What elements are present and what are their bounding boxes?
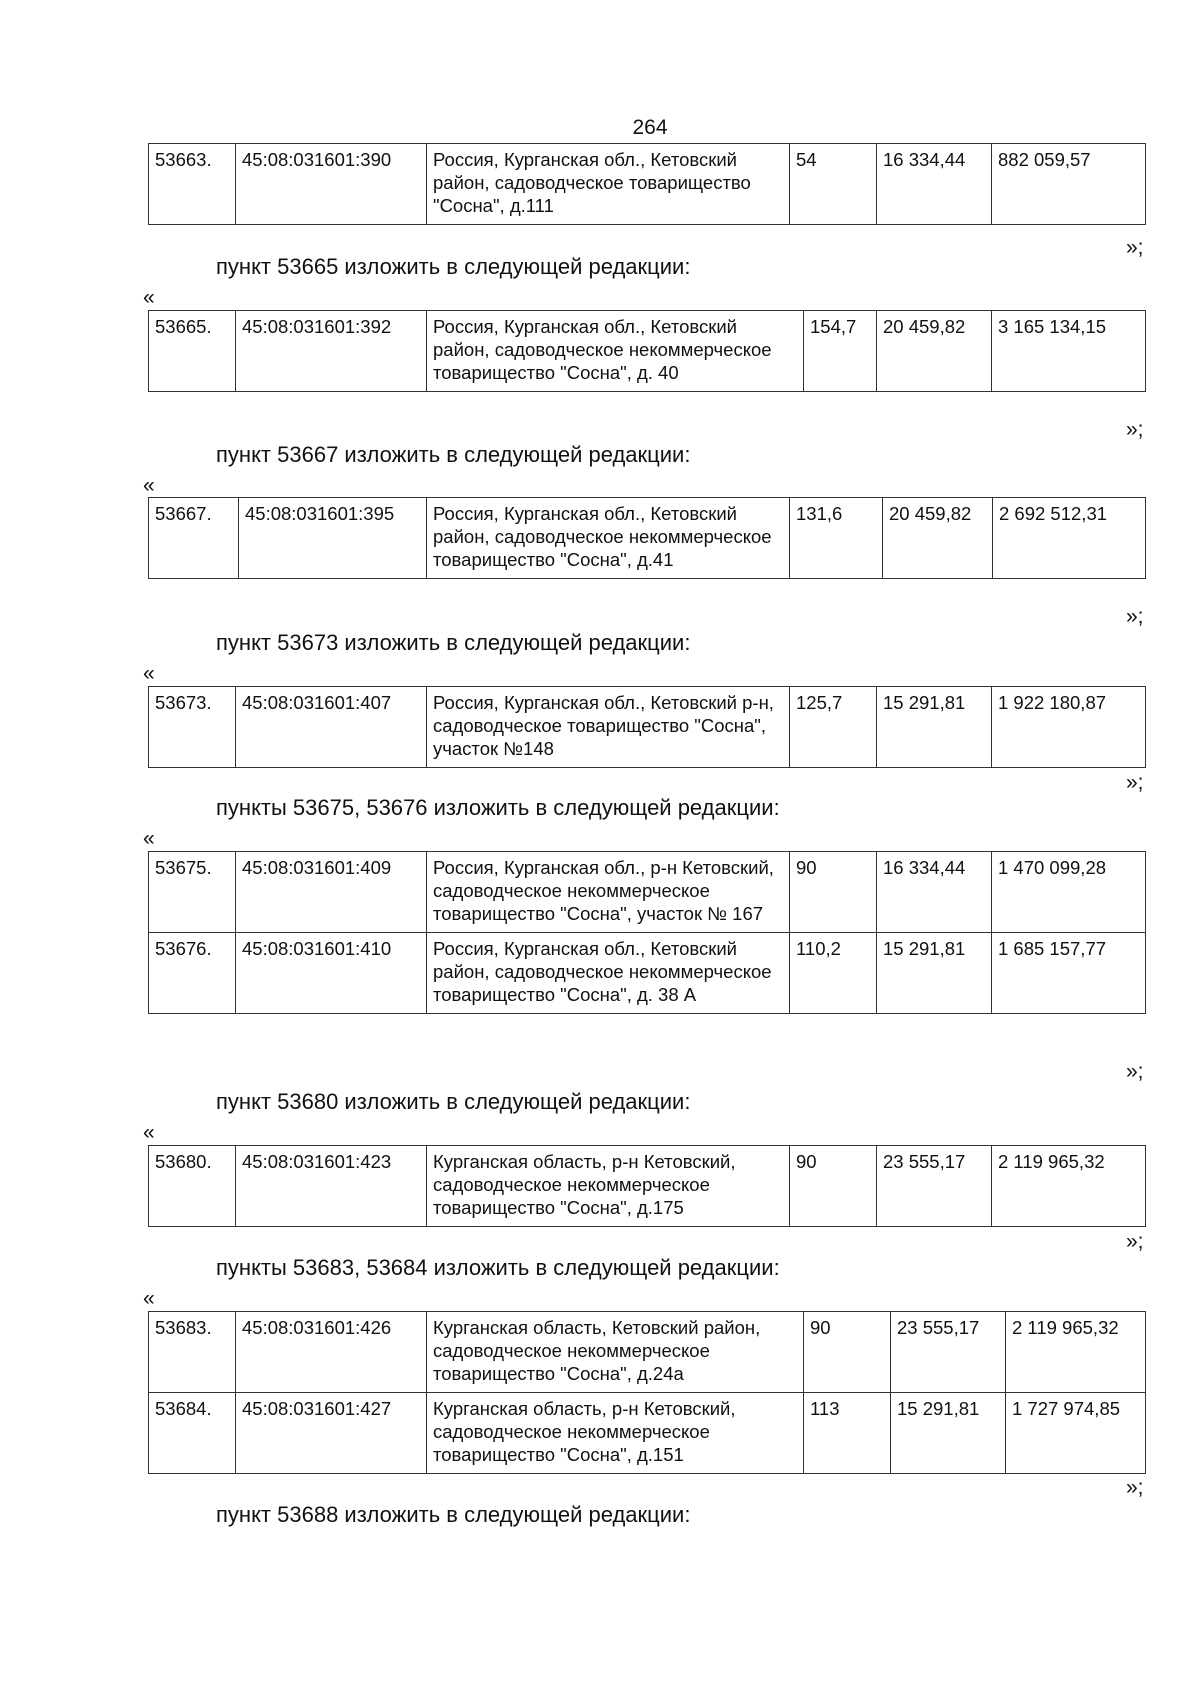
address-cell: Россия, Курганская обл., Кетовский район, садоводческое некоммерческое товарищество "Сосна", д. 40 [427, 311, 804, 392]
closing-quote: »; [1126, 1230, 1144, 1253]
row-number-cell: 53663. [149, 144, 236, 225]
cadastral-number-cell: 45:08:031601:395 [239, 498, 427, 579]
cadastral-number-cell: 45:08:031601:407 [236, 687, 427, 768]
closing-quote: »; [1126, 1060, 1144, 1083]
cadastral-value-cell: 1 685 157,77 [992, 933, 1146, 1014]
address-cell: Россия, Курганская обл., Кетовский р-н, садоводческое товарищество "Сосна", участок №148 [427, 687, 790, 768]
page-number: 264 [632, 116, 668, 139]
amendment-instruction: пункт 53665 изложить в следующей редакции: [216, 254, 691, 279]
row-number-cell: 53673. [149, 687, 236, 768]
cadastral-number-cell: 45:08:031601:427 [236, 1393, 427, 1474]
amendment-instruction: пункты 53683, 53684 изложить в следующей редакции: [216, 1255, 780, 1280]
closing-quote: »; [1126, 418, 1144, 441]
area-cell: 154,7 [804, 311, 877, 392]
table-row [149, 687, 1146, 768]
cadastral-value-cell: 2 692 512,31 [993, 498, 1146, 579]
cadastral-number-cell: 45:08:031601:410 [236, 933, 427, 1014]
area-cell: 90 [790, 852, 877, 933]
area-cell: 90 [804, 1312, 891, 1393]
table-row [149, 933, 1146, 1014]
registry-table [148, 143, 1146, 225]
table-row [149, 144, 1146, 225]
cadastral-value-cell: 2 119 965,32 [992, 1146, 1146, 1227]
cadastral-value-cell: 1 727 974,85 [1006, 1393, 1146, 1474]
opening-quote: « [143, 1121, 155, 1144]
address-cell: Курганская область, Кетовский район, садоводческое некоммерческое товарищество "Сосна", д.24а [427, 1312, 804, 1393]
row-number-cell: 53675. [149, 852, 236, 933]
closing-quote: »; [1126, 605, 1144, 628]
area-cell: 131,6 [790, 498, 883, 579]
amendment-instruction: пункты 53675, 53676 изложить в следующей редакции: [216, 795, 780, 820]
row-number-cell: 53680. [149, 1146, 236, 1227]
cadastral-price-cell: 15 291,81 [877, 933, 992, 1014]
registry-table [148, 1145, 1146, 1227]
cadastral-price-cell: 20 459,82 [883, 498, 993, 579]
row-number-cell: 53684. [149, 1393, 236, 1474]
address-cell: Курганская область, р-н Кетовский, садоводческое некоммерческое товарищество "Сосна", д.175 [427, 1146, 790, 1227]
address-cell: Россия, Курганская обл., Кетовский район, садоводческое некоммерческое товарищество "Сосна", д. 38 А [427, 933, 790, 1014]
area-cell: 54 [790, 144, 877, 225]
cadastral-number-cell: 45:08:031601:409 [236, 852, 427, 933]
cadastral-price-cell: 23 555,17 [891, 1312, 1006, 1393]
row-number-cell: 53683. [149, 1312, 236, 1393]
amendment-instruction: пункт 53680 изложить в следующей редакции: [216, 1089, 691, 1114]
cadastral-price-cell: 23 555,17 [877, 1146, 992, 1227]
cadastral-number-cell: 45:08:031601:423 [236, 1146, 427, 1227]
area-cell: 90 [790, 1146, 877, 1227]
area-cell: 113 [804, 1393, 891, 1474]
address-cell: Россия, Курганская обл., Кетовский район, садоводческое товарищество "Сосна", д.111 [427, 144, 790, 225]
table-row [149, 1146, 1146, 1227]
cadastral-price-cell: 15 291,81 [891, 1393, 1006, 1474]
address-cell: Россия, Курганская обл., Кетовский район, садоводческое некоммерческое товарищество "Сосна", д.41 [427, 498, 790, 579]
cadastral-value-cell: 3 165 134,15 [992, 311, 1146, 392]
amendment-instruction: пункт 53667 изложить в следующей редакции: [216, 442, 691, 467]
address-cell: Россия, Курганская обл., р-н Кетовский, садоводческое некоммерческое товарищество "Сосна", участок № 167 [427, 852, 790, 933]
row-number-cell: 53676. [149, 933, 236, 1014]
opening-quote: « [143, 1287, 155, 1310]
opening-quote: « [143, 827, 155, 850]
opening-quote: « [143, 474, 155, 497]
opening-quote: « [143, 286, 155, 309]
amendment-instruction: пункт 53673 изложить в следующей редакции: [216, 630, 691, 655]
cadastral-value-cell: 882 059,57 [992, 144, 1146, 225]
registry-table [148, 686, 1146, 768]
cadastral-number-cell: 45:08:031601:392 [236, 311, 427, 392]
area-cell: 125,7 [790, 687, 877, 768]
table-row [149, 1393, 1146, 1474]
cadastral-price-cell: 16 334,44 [877, 144, 992, 225]
amendment-instruction: пункт 53688 изложить в следующей редакции: [216, 1502, 691, 1527]
table-row [149, 1312, 1146, 1393]
cadastral-price-cell: 16 334,44 [877, 852, 992, 933]
cadastral-price-cell: 20 459,82 [877, 311, 992, 392]
cadastral-number-cell: 45:08:031601:390 [236, 144, 427, 225]
cadastral-price-cell: 15 291,81 [877, 687, 992, 768]
cadastral-value-cell: 1 922 180,87 [992, 687, 1146, 768]
address-cell: Курганская область, р-н Кетовский, садоводческое некоммерческое товарищество "Сосна", д.151 [427, 1393, 804, 1474]
table-row [149, 311, 1146, 392]
closing-quote: »; [1126, 236, 1144, 259]
registry-table [148, 851, 1146, 1014]
row-number-cell: 53667. [149, 498, 239, 579]
cadastral-number-cell: 45:08:031601:426 [236, 1312, 427, 1393]
registry-table [148, 1311, 1146, 1474]
cadastral-value-cell: 2 119 965,32 [1006, 1312, 1146, 1393]
cadastral-value-cell: 1 470 099,28 [992, 852, 1146, 933]
row-number-cell: 53665. [149, 311, 236, 392]
table-row [149, 498, 1146, 579]
table-row [149, 852, 1146, 933]
closing-quote: »; [1126, 771, 1144, 794]
area-cell: 110,2 [790, 933, 877, 1014]
registry-table [148, 310, 1146, 392]
opening-quote: « [143, 662, 155, 685]
closing-quote: »; [1126, 1476, 1144, 1499]
registry-table [148, 497, 1146, 579]
